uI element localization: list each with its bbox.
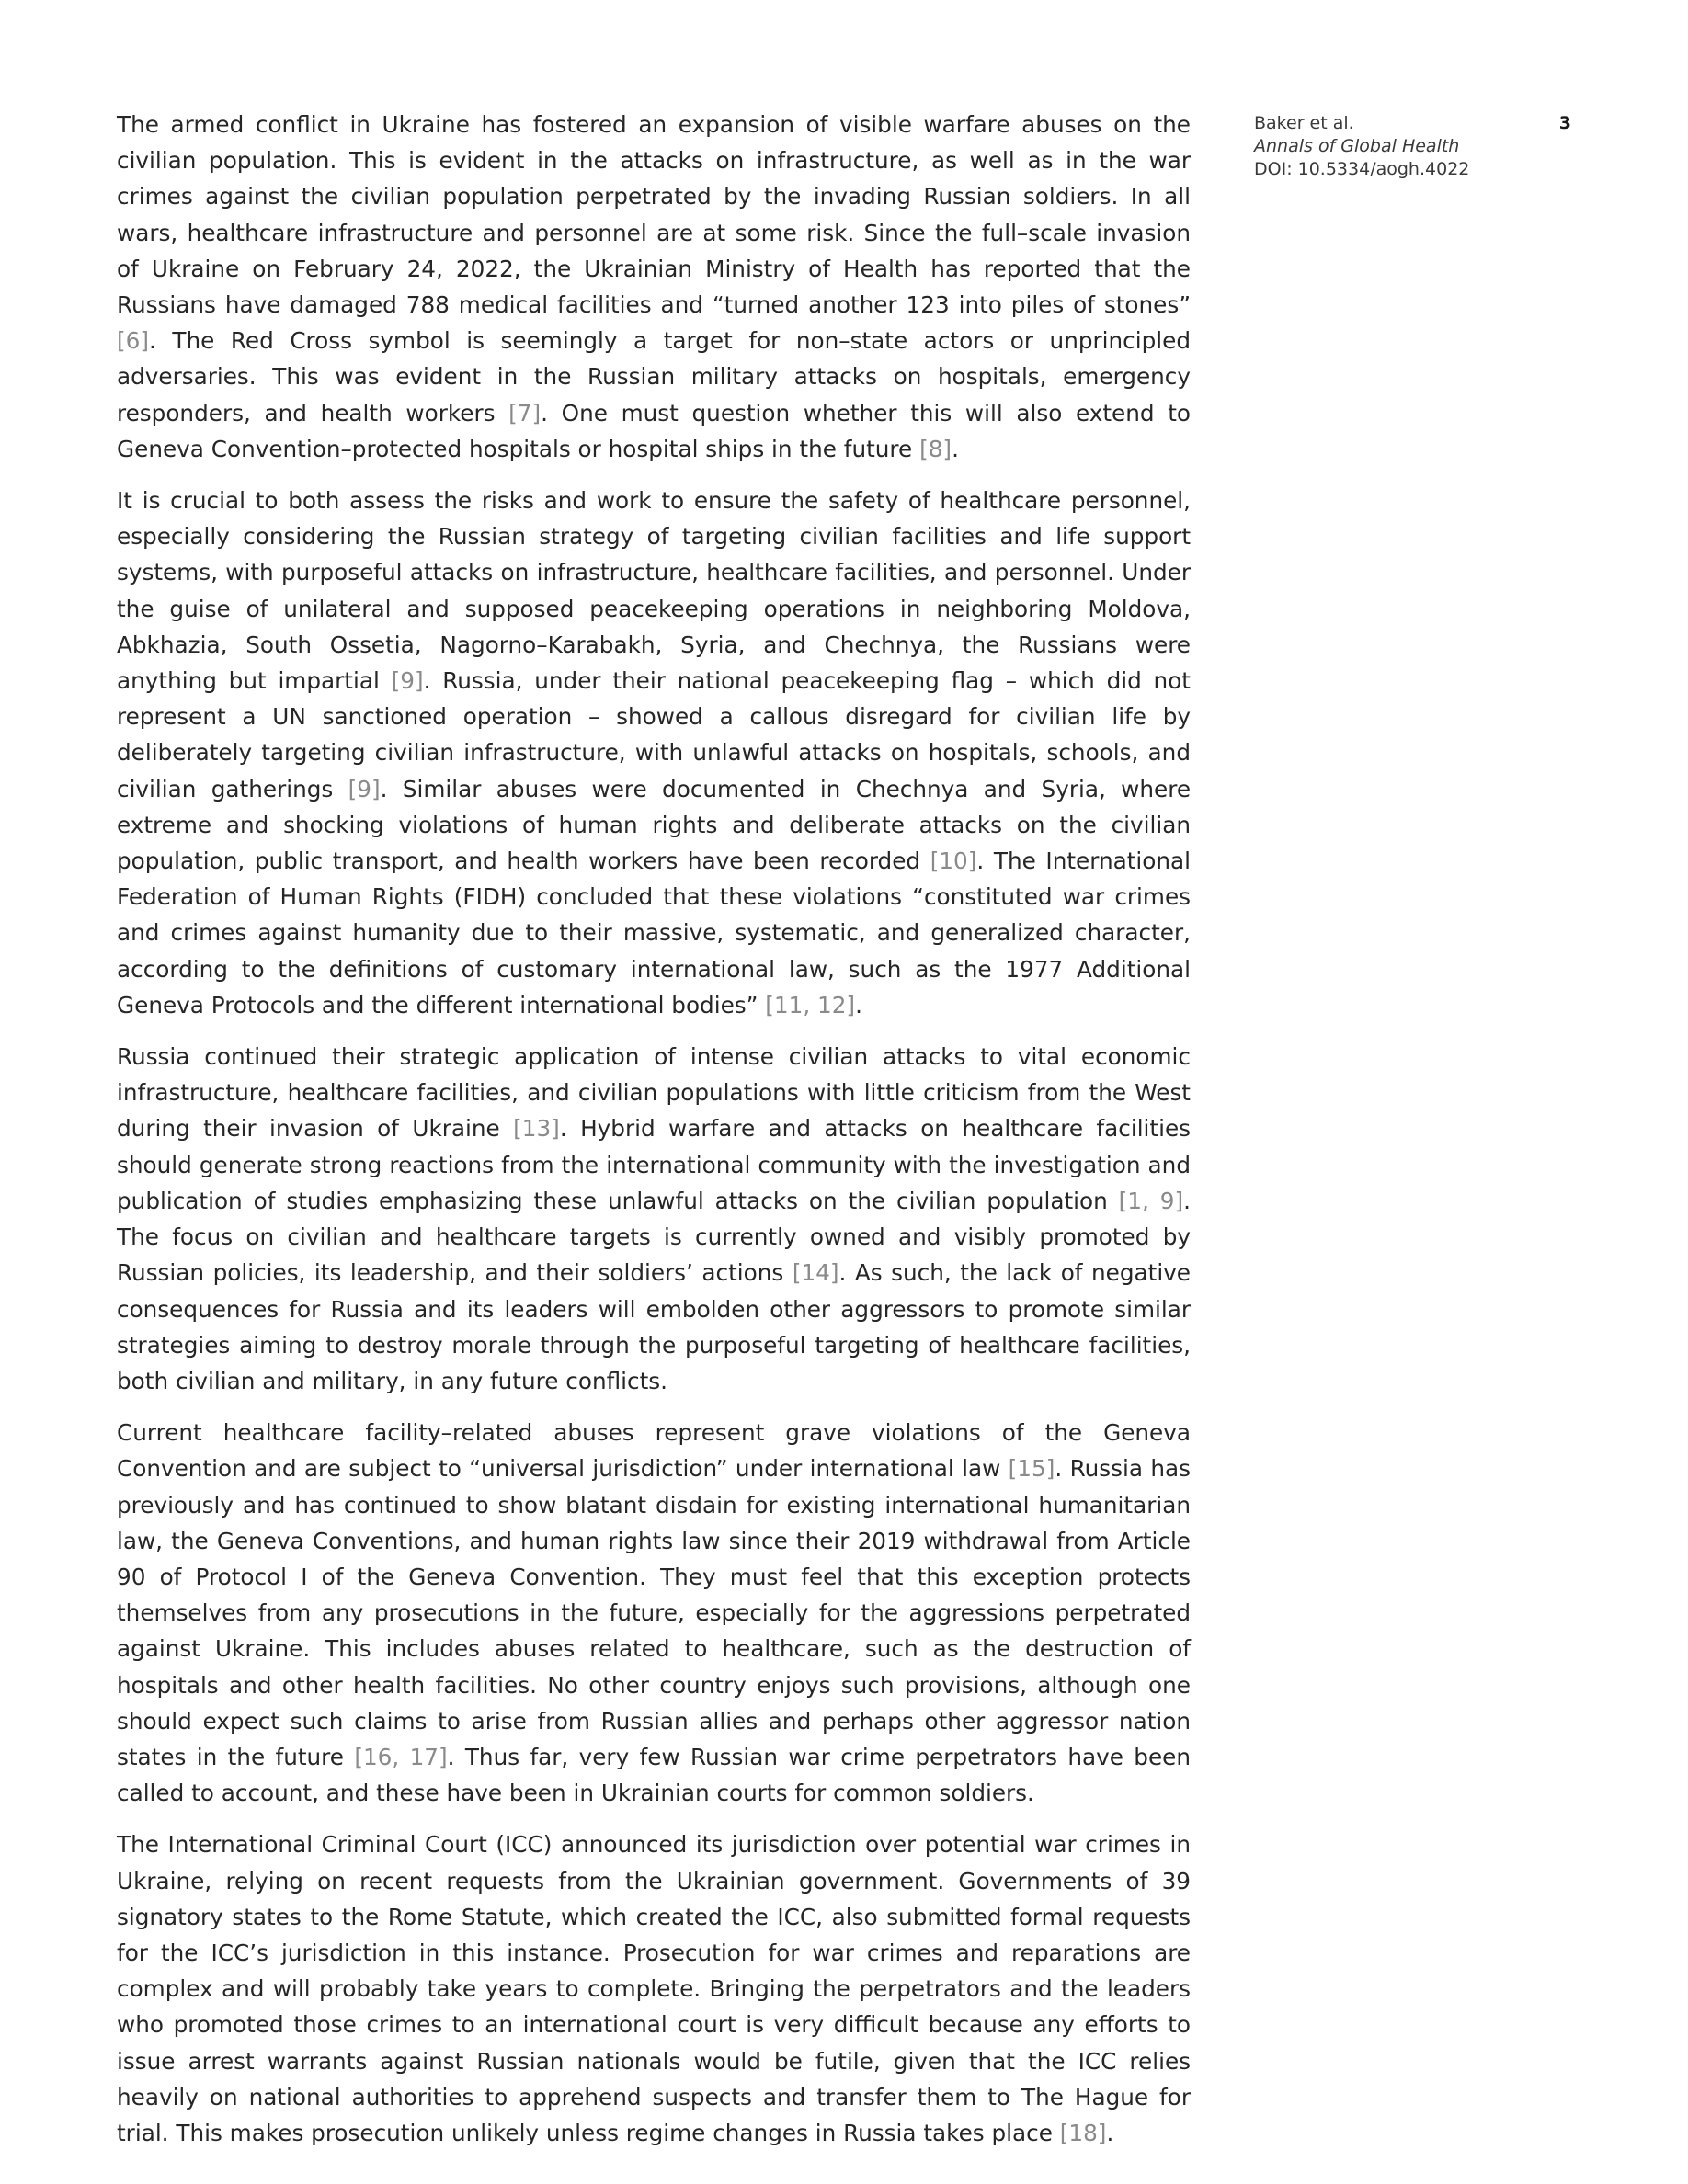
paragraph-text: The armed conflict in Ukraine has fostered an expansion of visible warfare abuses on the civilian population. This is evident in the attacks on infrastructure, as well as in the war crimes against the civilian population perpetrated by the invading Russian soldiers. In all wars, healthcare infrastructure and personnel are at some risk. Since the full–scale invasion of Ukraine on February 24, 2022, the Ukrainian Ministry of Health has reported that the Russians have damaged 788 medical facilities and “turned another 123 into piles of stones” [117, 111, 1191, 319]
paragraph-text: . Russia has previously and has continued to show blatant disdain for existing international humanitarian law, the Geneva Conventions, and human rights law since their 2019 withdrawal from Article 90 of Protocol I of the Geneva Convention. They must feel that this exception protects themselves from any prosecutions in the future, especially for the aggressions perpetrated against Ukraine. This includes abuses related to healthcare, such as the destruction of hospitals and other health facilities. No other country enjoys such provisions, although one should expect such claims to arise from Russian allies and perhaps other aggressor nation states in the future [117, 1455, 1191, 1770]
running-header [1254, 112, 1571, 181]
paragraph-text: . Hybrid warfare and attacks on healthcare facilities should generate strong reactions from the international community with the investigation and publication of studies emphasizing these unlawful attacks on the civilian population [117, 1115, 1191, 1214]
citation-link[interactable]: [15] [1008, 1455, 1055, 1483]
citation-link[interactable]: [6] [117, 327, 149, 355]
citation-link[interactable]: [7] [508, 399, 542, 427]
paragraph [117, 1039, 1191, 1399]
page-number: 3 [1558, 113, 1571, 133]
author-line: Baker et al. [1254, 113, 1354, 133]
paragraph-text: . The focus on civilian and healthcare targets is currently owned and visibly promoted by Russian policies, its leadership, and their soldiers’ actions [117, 1187, 1191, 1287]
paragraph-text: Current healthcare facility–related abuses represent grave violations of the Geneva Convention and are subject to “universal jurisdiction” under international law [117, 1419, 1191, 1483]
paragraph-text: . One must question whether this will also extend to Geneva Convention–protected hospitals or hospital ships in the future [117, 399, 1191, 462]
citation-link[interactable]: [9] [391, 667, 424, 695]
citation-link[interactable]: [10] [930, 847, 977, 875]
paragraph-text: . Thus far, very few Russian war crime perpetrators have been called to account, and these have been in Ukrainian courts for common soldiers. [117, 1743, 1191, 1807]
citation-link[interactable]: [14] [792, 1259, 839, 1287]
paragraph [117, 483, 1191, 1023]
paragraph-text: . The Red Cross symbol is seemingly a target for non–state actors or unprincipled adversaries. This was evident in the Russian military attacks on hospitals, emergency responders, and health workers [117, 327, 1191, 427]
citation-link[interactable]: [16, 17] [354, 1743, 448, 1770]
paragraph-text: . [952, 435, 959, 462]
paragraph [117, 1415, 1191, 1811]
citation-link[interactable]: [1, 9] [1118, 1187, 1184, 1214]
paragraph-text: It is crucial to both assess the risks and work to ensure the safety of healthcare personnel, especially considering the Russian strategy of targeting civilian facilities and life support systems, with purposeful attacks on infrastructure, healthcare facilities, and personnel. Under the guise of unilateral and supposed peacekeeping operations in neighboring Moldova, Abkhazia, South Ossetia, Nagorno–Karabakh, Syria, and Chechnya, the Russians were anything but impartial [117, 487, 1191, 695]
paragraph-text: . [855, 991, 862, 1018]
paragraph-text: . Russia, under their national peacekeeping flag – which did not represent a UN sanctioned operation – showed a callous disregard for civilian life by deliberately targeting civilian infrastructure, with unlawful attacks on hospitals, schools, and civilian gatherings [117, 667, 1191, 802]
paragraph [117, 1826, 1191, 2151]
paragraph-text: The International Criminal Court (ICC) announced its jurisdiction over potential war crimes in Ukraine, relying on recent requests from the Ukrainian government. Governments of 39 signatory states to the Rome Statute, which created the ICC, also submitted formal requests for the ICC’s jurisdiction in this instance. Prosecution for war crimes and reparations are complex and will probably take years to complete. Bringing the perpetrators and the leaders who promoted those crimes to an international court is very difficult because any efforts to issue arrest warrants against Russian nationals would be futile, given that the ICC relies heavily on national authorities to apprehend suspects and transfer them to The Hague for trial. This makes prosecution unlikely unless regime changes in Russia takes place [117, 1831, 1191, 2146]
paragraph-text: . [1106, 2119, 1114, 2146]
citation-link[interactable]: [8] [919, 435, 952, 462]
citation-link[interactable]: [9] [348, 775, 381, 802]
citation-link[interactable]: [13] [513, 1115, 560, 1143]
paragraph-text: . The International Federation of Human Rights (FIDH) concluded that these violations “constituted war crimes and crimes against humanity due to their massive, systematic, and generalized character, according to the definitions of customary international law, such as the 1977 Additional Geneva Protocols and the different international bodies” [117, 847, 1191, 1018]
article-body [117, 107, 1191, 2167]
paragraph [117, 107, 1191, 467]
journal-name: Annals of Global Health [1254, 136, 1460, 156]
citation-link[interactable]: [18] [1059, 2119, 1107, 2146]
paragraph-text: . As such, the lack of negative consequences for Russia and its leaders will embolden other aggressors to promote similar strategies aiming to destroy morale through the purposeful targeting of healthcare facilities, both civilian and military, in any future conflicts. [117, 1259, 1191, 1394]
paragraph-text: . Similar abuses were documented in Chechnya and Syria, where extreme and shocking violations of human rights and deliberate attacks on the civilian population, public transport, and health workers have been recorded [117, 775, 1192, 875]
citation-link[interactable]: [11, 12] [765, 991, 856, 1018]
paragraph-text: Russia continued their strategic application of intense civilian attacks to vital economic infrastructure, healthcare facilities, and civilian populations with little criticism from the West during their invasion of Ukraine [117, 1043, 1191, 1143]
doi-link[interactable]: DOI: 10.5334/aogh.4022 [1254, 159, 1470, 179]
